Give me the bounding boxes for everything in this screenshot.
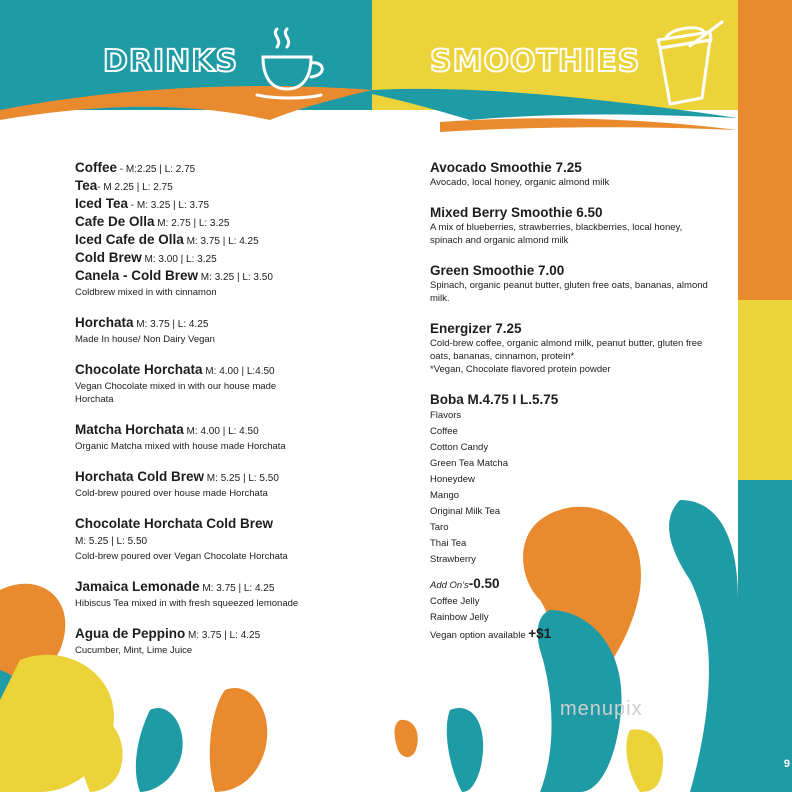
- item-name: Coffee: [75, 160, 118, 175]
- item-description: Cold-brew poured over house made Horchata: [75, 488, 268, 499]
- drink-item-iced-tea: [75, 196, 365, 214]
- smoothies-menu: [430, 160, 730, 644]
- item-description: Organic Matcha mixed with house made Horchata: [75, 441, 286, 452]
- drink-item-cafe-de-olla: [75, 214, 365, 232]
- item-price: - M:2.25 | L: 2.75: [117, 164, 196, 175]
- item-name: Horchata: [75, 315, 134, 330]
- item-price: M: 3.00 | L: 3.25: [141, 254, 217, 265]
- item-description: A mix of blueberries, strawberries, blackberries, local honey, spinach and organic almond milk: [430, 222, 683, 246]
- drink-item-chocolate-horchata-cold-brew: [75, 516, 365, 563]
- item-description: Vegan Chocolate mixed in with our house made Horchata: [75, 381, 277, 405]
- drink-item-matcha-horchata: [75, 422, 365, 453]
- drink-item-horchata-cold-brew: [75, 469, 365, 500]
- flavors-label: Flavors: [430, 410, 462, 421]
- item-price: M: 3.75 | L: 4.25: [183, 236, 259, 247]
- item-description: Cold-brew coffee, organic almond milk, peanut butter, gluten free oats, bananas, cinnamon, protein*: [430, 338, 703, 362]
- vegan-option-price: +$1: [528, 626, 552, 641]
- item-name: Cafe De Olla: [75, 214, 155, 229]
- item-description: Hibiscus Tea mixed in with fresh squeezed lemonade: [75, 598, 299, 609]
- smoothie-item-mixed-berry: [430, 205, 730, 247]
- item-description: Made In house/ Non Dairy Vegan: [75, 334, 215, 345]
- item-name: Mixed Berry Smoothie 6.50: [430, 205, 603, 220]
- item-description: Avocado, local honey, organic almond milk: [430, 177, 610, 188]
- item-name: Boba M.4.75 I L.5.75: [430, 392, 559, 407]
- addon-item: Coffee Jelly: [430, 596, 480, 607]
- item-description: Cucumber, Mint, Lime Juice: [75, 645, 193, 656]
- item-price: M: 3.75 | L: 4.25: [185, 630, 261, 641]
- side-color-strip: [738, 0, 792, 792]
- addons-header: [430, 576, 730, 594]
- smoothie-item-green: [430, 263, 730, 305]
- vegan-option: [430, 626, 730, 644]
- drink-item-agua-de-peppino: [75, 626, 365, 657]
- watermark: menupix: [560, 698, 643, 720]
- item-name: Chocolate Horchata: [75, 362, 203, 377]
- vegan-option-text: Vegan option available: [430, 630, 529, 641]
- flavor-item: Coffee: [430, 426, 458, 437]
- flavor-item: Strawberry: [430, 554, 476, 565]
- drink-item-canela-cold-brew: [75, 268, 365, 286]
- flavor-item: Original Milk Tea: [430, 506, 501, 517]
- drink-item-iced-cafe-de-olla: [75, 232, 365, 250]
- page-number: 9: [783, 758, 790, 770]
- flavor-item: Thai Tea: [430, 538, 467, 549]
- boba-item: [430, 392, 730, 644]
- item-name: Chocolate Horchata Cold Brew: [75, 516, 274, 531]
- item-price: M: 5.25 | L: 5.50: [204, 473, 279, 484]
- drink-item-cold-brew: [75, 250, 365, 268]
- item-description: Cold-brew poured over Vegan Chocolate Horchata: [75, 551, 288, 562]
- drink-item-horchata: [75, 315, 365, 346]
- flavor-item: Cotton Candy: [430, 442, 489, 453]
- smoothies-title: SMOOTHIES: [430, 44, 641, 79]
- smoothie-cup-icon: [640, 18, 730, 113]
- drink-item-coffee: [75, 160, 365, 178]
- drinks-title: DRINKS: [103, 44, 239, 79]
- item-name: Energizer 7.25: [430, 321, 522, 336]
- item-price: - M: 3.25 | L: 3.75: [128, 200, 210, 211]
- item-name: Iced Tea: [75, 196, 129, 211]
- flavor-item: Honeydew: [430, 474, 475, 485]
- addon-item: Rainbow Jelly: [430, 612, 489, 623]
- item-name: Jamaica Lemonade: [75, 579, 200, 594]
- drink-item-tea: [75, 178, 365, 196]
- flavor-item: Taro: [430, 522, 449, 533]
- addons-label: Add On's: [430, 580, 469, 591]
- item-price: M: 4.00 | L: 4.50: [183, 426, 259, 437]
- item-name: Iced Cafe de Olla: [75, 232, 184, 247]
- item-name: Avocado Smoothie 7.25: [430, 160, 582, 175]
- coffee-cup-icon: [255, 25, 335, 100]
- flavor-item: Green Tea Matcha: [430, 458, 508, 469]
- item-price: M: 3.25 | L: 3.50: [198, 272, 273, 283]
- drink-item-chocolate-horchata: [75, 362, 365, 406]
- drinks-menu: [75, 160, 365, 657]
- item-name: Canela - Cold Brew: [75, 268, 199, 283]
- smoothie-item-avocado: [430, 160, 730, 189]
- item-name: Horchata Cold Brew: [75, 469, 205, 484]
- item-price: M: 4.00 | L:4.50: [202, 366, 275, 377]
- item-price: M: 5.25 | L: 5.50: [75, 536, 148, 547]
- item-price: M: 3.75 | L: 4.25: [199, 583, 275, 594]
- item-price: M: 3.75 | L: 4.25: [133, 319, 209, 330]
- item-price: - M 2.25 | L: 2.75: [97, 182, 173, 193]
- item-name: Cold Brew: [75, 250, 142, 265]
- item-description: Spinach, organic peanut butter, gluten free oats, bananas, almond milk.: [430, 280, 708, 304]
- drink-item-jamaica-lemonade: [75, 579, 365, 610]
- flavor-item: Mango: [430, 490, 460, 501]
- item-name: Tea: [75, 178, 98, 193]
- item-description: Coldbrew mixed in with cinnamon: [75, 287, 217, 298]
- item-note: *Vegan, Chocolate flavored protein powder: [430, 364, 611, 375]
- item-name: Agua de Peppino: [75, 626, 186, 641]
- addons-price: -0.50: [468, 576, 500, 591]
- item-name: Green Smoothie 7.00: [430, 263, 565, 278]
- item-price: M: 2.75 | L: 3.25: [154, 218, 230, 229]
- item-name: Matcha Horchata: [75, 422, 184, 437]
- smoothie-item-energizer: [430, 321, 730, 376]
